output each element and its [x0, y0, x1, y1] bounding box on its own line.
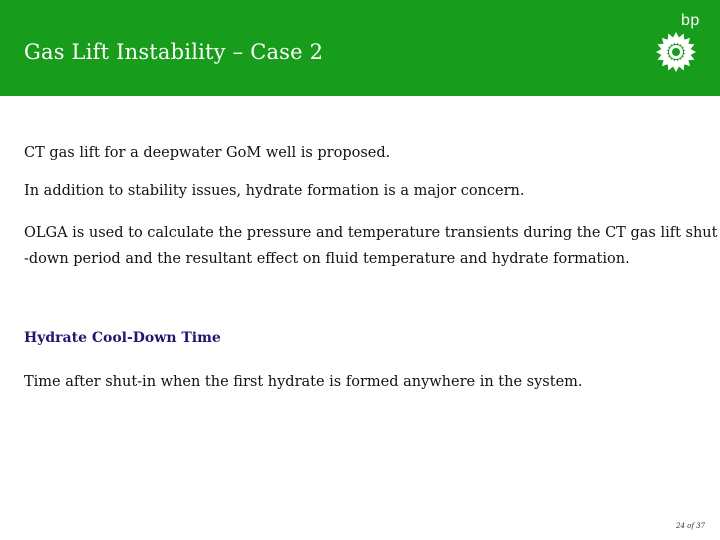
slide-header	[0, 0, 720, 96]
body-paragraph-4: Time after shut-in when the first hydrate is formed anywhere in the system.	[24, 374, 583, 390]
body-paragraph-3-line-2: -down period and the resultant effect on fluid temperature and hydrate formation.	[24, 251, 630, 267]
body-paragraph-3	[24, 220, 717, 272]
body-paragraph-1: CT gas lift for a deepwater GoM well is proposed.	[24, 145, 391, 161]
section-subheading: Hydrate Cool-Down Time	[24, 330, 221, 346]
slide-title: Gas Lift Instability – Case 2	[24, 40, 324, 64]
body-paragraph-2: In addition to stability issues, hydrate formation is a major concern.	[24, 183, 525, 199]
helios-sun-icon	[654, 30, 698, 74]
body-paragraph-3-line-1: OLGA is used to calculate the pressure and temperature transients during the CT gas lift shut	[24, 225, 718, 241]
bp-logo-text: bp	[681, 12, 700, 29]
page-number: 24 of 37	[676, 522, 706, 530]
